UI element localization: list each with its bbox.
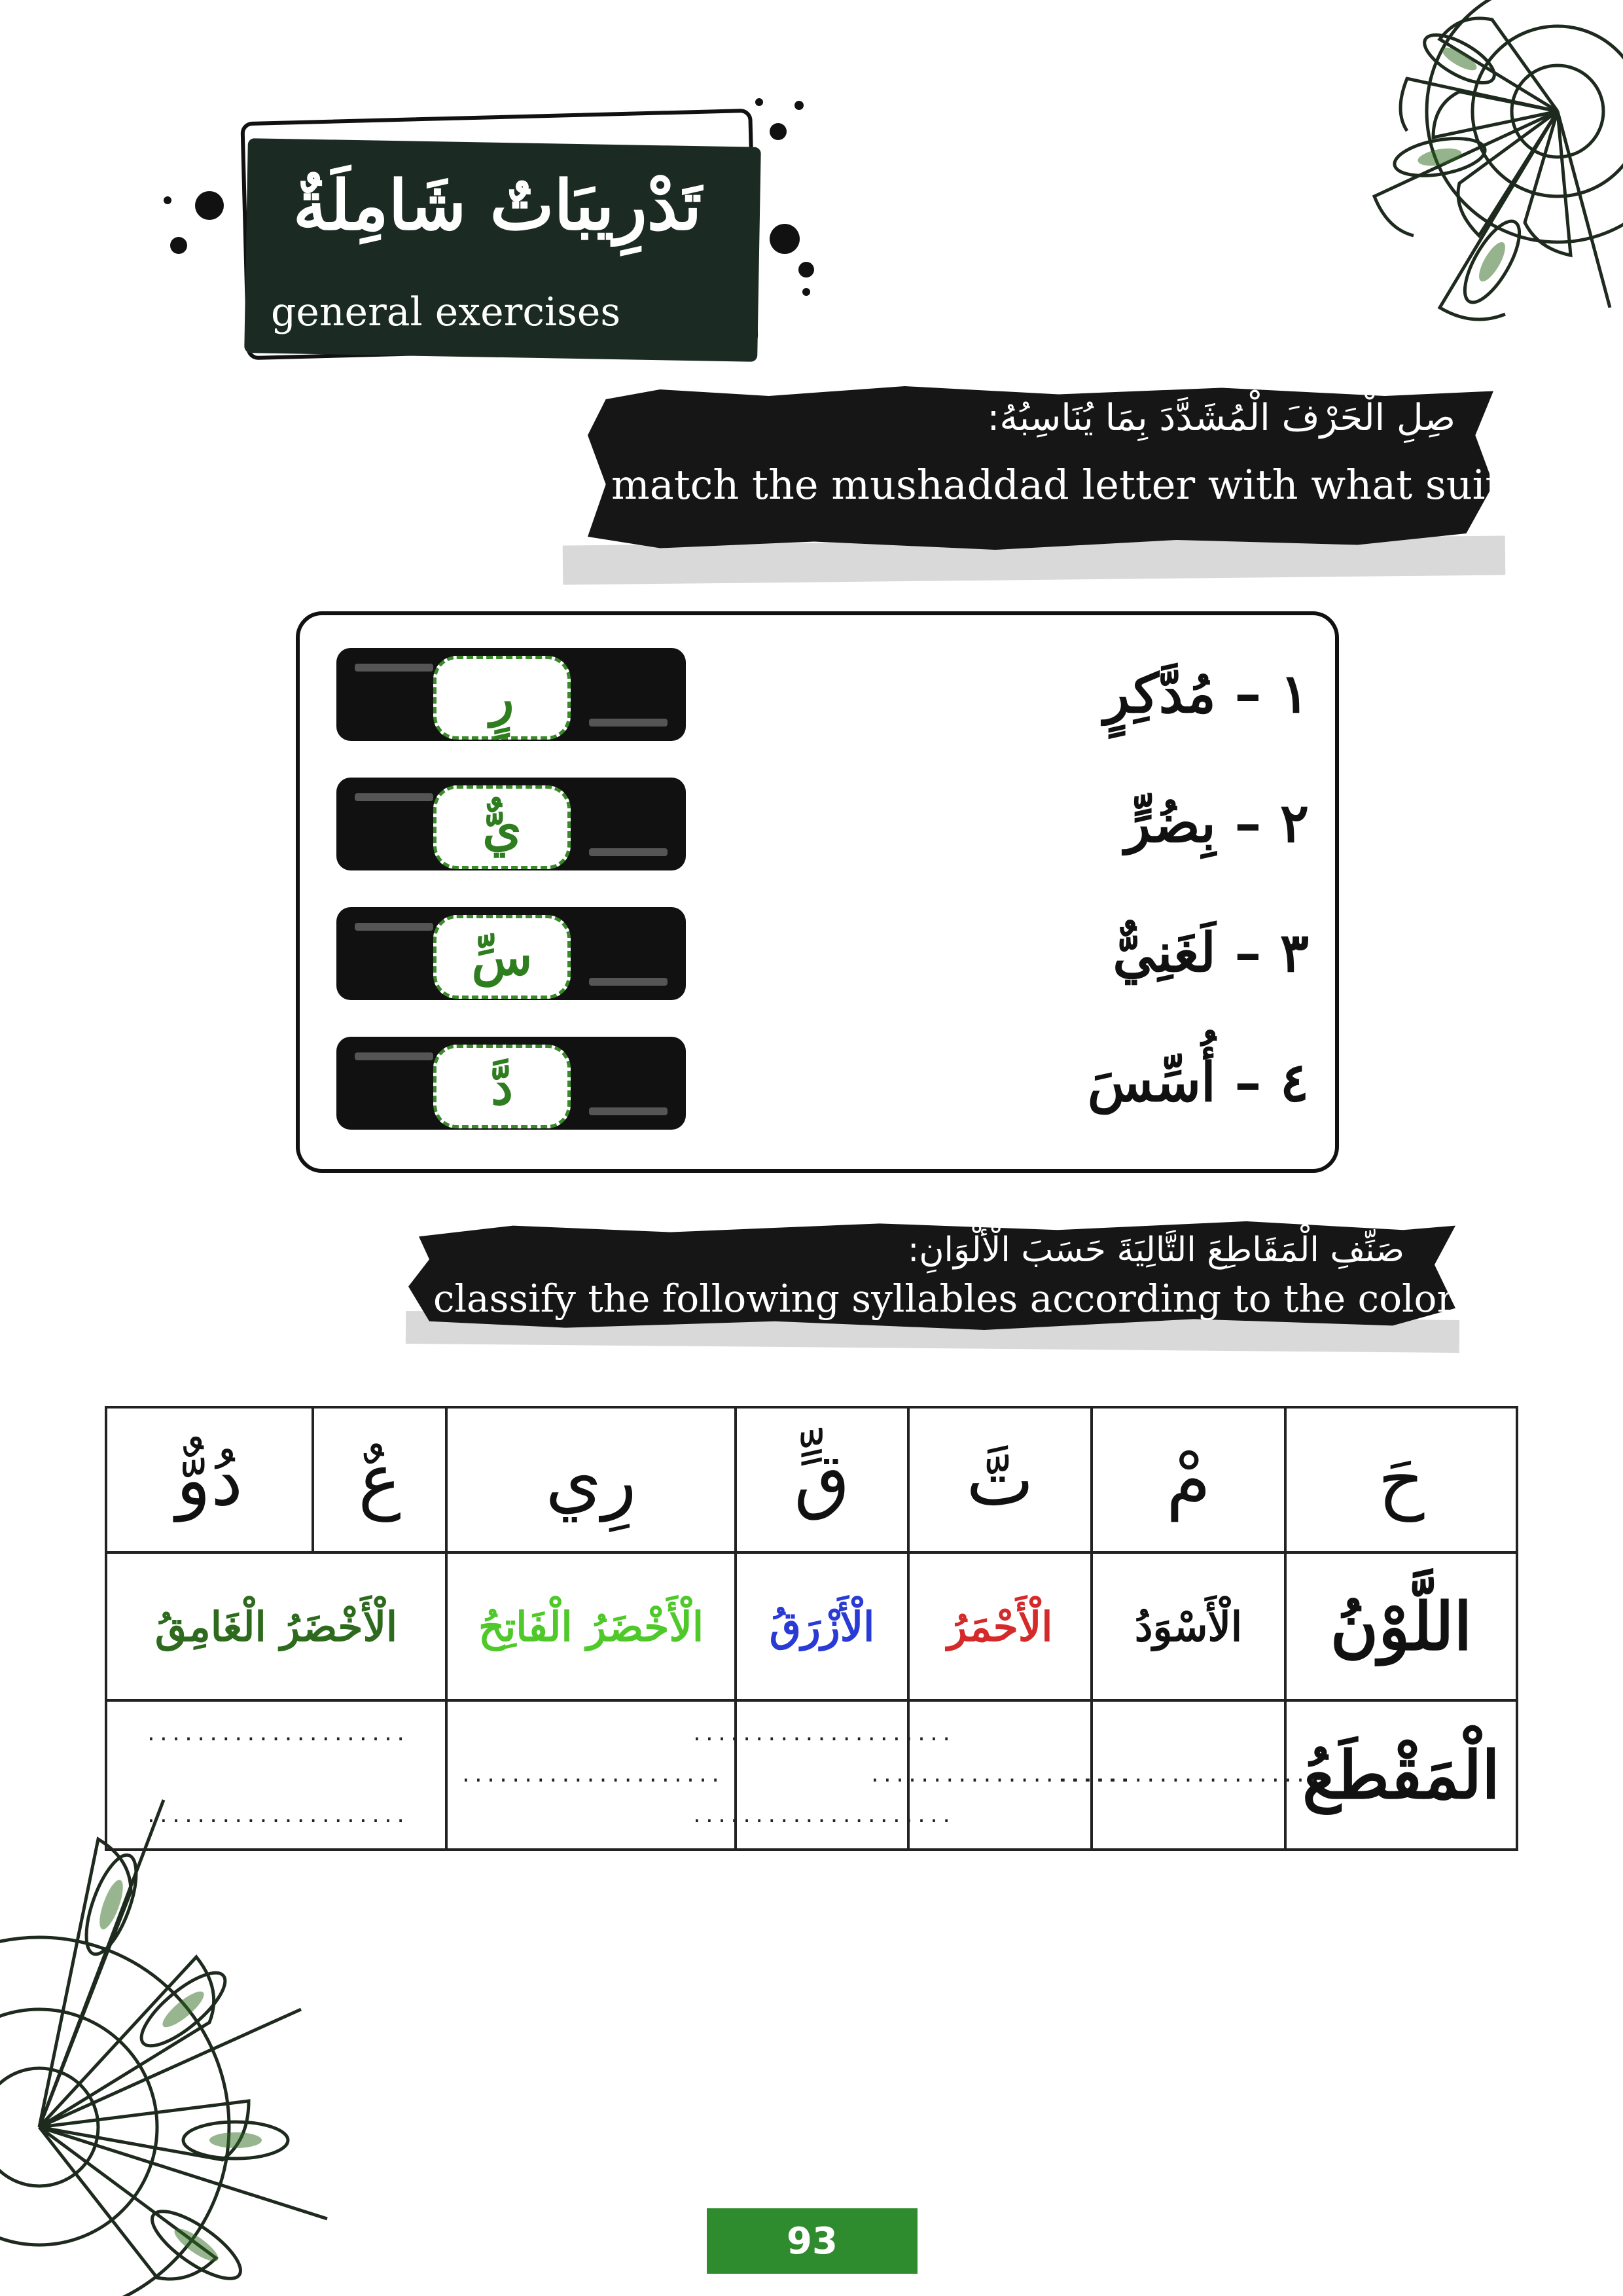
decor-dot <box>794 101 804 110</box>
item-number: ١ – <box>1234 662 1309 725</box>
match-item[interactable] <box>969 1051 1309 1114</box>
answer-blank[interactable]: ..................... <box>1057 1763 1320 1787</box>
color-label: الْأَسْوَدُ <box>1134 1602 1243 1651</box>
exercise1-instruction-arabic: صِلِ الْحَرْفَ الْمُشَدَّدَ بِمَا يُنَاسِبُهُ: <box>987 397 1455 439</box>
syllable-cell <box>105 1406 314 1554</box>
syllable-cell <box>1284 1406 1518 1554</box>
page-title-english: general exercises <box>271 289 621 335</box>
decor-dot <box>164 196 171 204</box>
item-word: أُسِّسَ <box>1087 1051 1216 1114</box>
classification-table <box>105 1406 1518 1851</box>
page-number: 93 <box>707 2208 918 2274</box>
letter-pill <box>336 907 686 1000</box>
answer-blank[interactable]: ..................... <box>145 1804 408 1827</box>
item-word: بِضُرٍّ <box>1124 792 1216 855</box>
decor-dot <box>770 123 787 140</box>
syllable-text: عٌ <box>358 1438 401 1522</box>
letter-card[interactable] <box>433 785 571 869</box>
answer-cell-dark-green[interactable] <box>105 1699 448 1851</box>
color-cell-dark-green <box>105 1551 448 1702</box>
decor-dot <box>170 237 187 254</box>
exercise2-instruction-english: classify the following syllables according to the colors <box>433 1276 1474 1321</box>
mandala-ornament-top-right <box>1243 0 1623 367</box>
decor-dot <box>802 288 810 296</box>
syllable-text: قٍّ <box>794 1438 850 1522</box>
syllable-cell <box>1090 1406 1287 1554</box>
decor-dot <box>770 224 800 254</box>
answer-blank[interactable]: ..................... <box>868 1763 1132 1787</box>
item-number: ٢ – <box>1234 792 1309 855</box>
letter-card-text: سِّ <box>471 927 533 986</box>
item-word: لَغَنِيٌّ <box>1113 922 1216 984</box>
syllable-text: دُوٌّ <box>175 1438 243 1522</box>
letter-card-text: دَّ <box>491 1057 513 1116</box>
row-label-syllable: الْمَقْطَعُ <box>1284 1699 1518 1851</box>
letter-pill <box>336 778 686 870</box>
syllable-text: رِي <box>545 1438 637 1522</box>
match-item[interactable] <box>969 922 1309 984</box>
answer-blank[interactable]: ..................... <box>145 1723 408 1746</box>
match-item[interactable] <box>969 662 1309 725</box>
answer-cell-light-green[interactable] <box>445 1699 737 1851</box>
item-word: مُدَّكِرٍ <box>1103 662 1216 725</box>
color-label: الْأَخْضَرُ الْفَاتِحُ <box>478 1602 704 1651</box>
decor-dot <box>195 191 224 220</box>
color-label: الْأَزْرَقُ <box>769 1602 875 1651</box>
color-label: الْأَخْضَرُ الْغَامِقُ <box>154 1602 398 1651</box>
answer-blank[interactable]: ..................... <box>690 1723 954 1746</box>
answer-cell-red[interactable] <box>868 1699 1132 1851</box>
letter-pill <box>336 648 686 741</box>
color-cell-black <box>1090 1551 1287 1702</box>
letter-card-text: رٍ <box>490 668 514 727</box>
color-cell-light-green <box>445 1551 737 1702</box>
letter-card[interactable] <box>433 915 571 999</box>
color-label: الْأَحْمَرُ <box>947 1602 1053 1651</box>
row-label-color: اللَّوْنُ <box>1284 1551 1518 1702</box>
answer-blank[interactable]: ..................... <box>459 1763 722 1787</box>
letter-card-text: يٌّ <box>482 798 522 857</box>
syllable-cell <box>907 1406 1093 1554</box>
syllable-cell <box>734 1406 910 1554</box>
exercise2-instruction-arabic: صَنِّفِ الْمَقَاطِعَ التَّالِيَةَ حَسَبَ الْأَلْوَانِ: <box>907 1230 1404 1270</box>
syllable-text: مْ <box>1166 1438 1211 1522</box>
letter-card[interactable] <box>433 1045 571 1128</box>
decor-dot <box>755 98 763 106</box>
color-cell-red <box>907 1551 1093 1702</box>
item-number: ٤ – <box>1234 1051 1309 1114</box>
answer-cell-blue[interactable] <box>690 1699 954 1851</box>
page-title-arabic: تَدْرِيبَاتٌ شَامِلَةٌ <box>293 165 702 245</box>
syllable-cell <box>312 1406 448 1554</box>
syllable-text: حَ <box>1378 1438 1425 1522</box>
color-cell-blue <box>734 1551 910 1702</box>
match-item[interactable] <box>969 792 1309 855</box>
syllable-cell <box>445 1406 737 1554</box>
item-number: ٣ – <box>1234 922 1309 984</box>
letter-card[interactable] <box>433 656 571 740</box>
decor-dot <box>798 262 814 278</box>
exercise1-instruction-english: match the mushaddad letter with what suits it: <box>611 461 1578 509</box>
syllable-text: تَّ <box>966 1438 1034 1522</box>
answer-blank[interactable]: ..................... <box>690 1804 954 1827</box>
letter-pill <box>336 1037 686 1130</box>
